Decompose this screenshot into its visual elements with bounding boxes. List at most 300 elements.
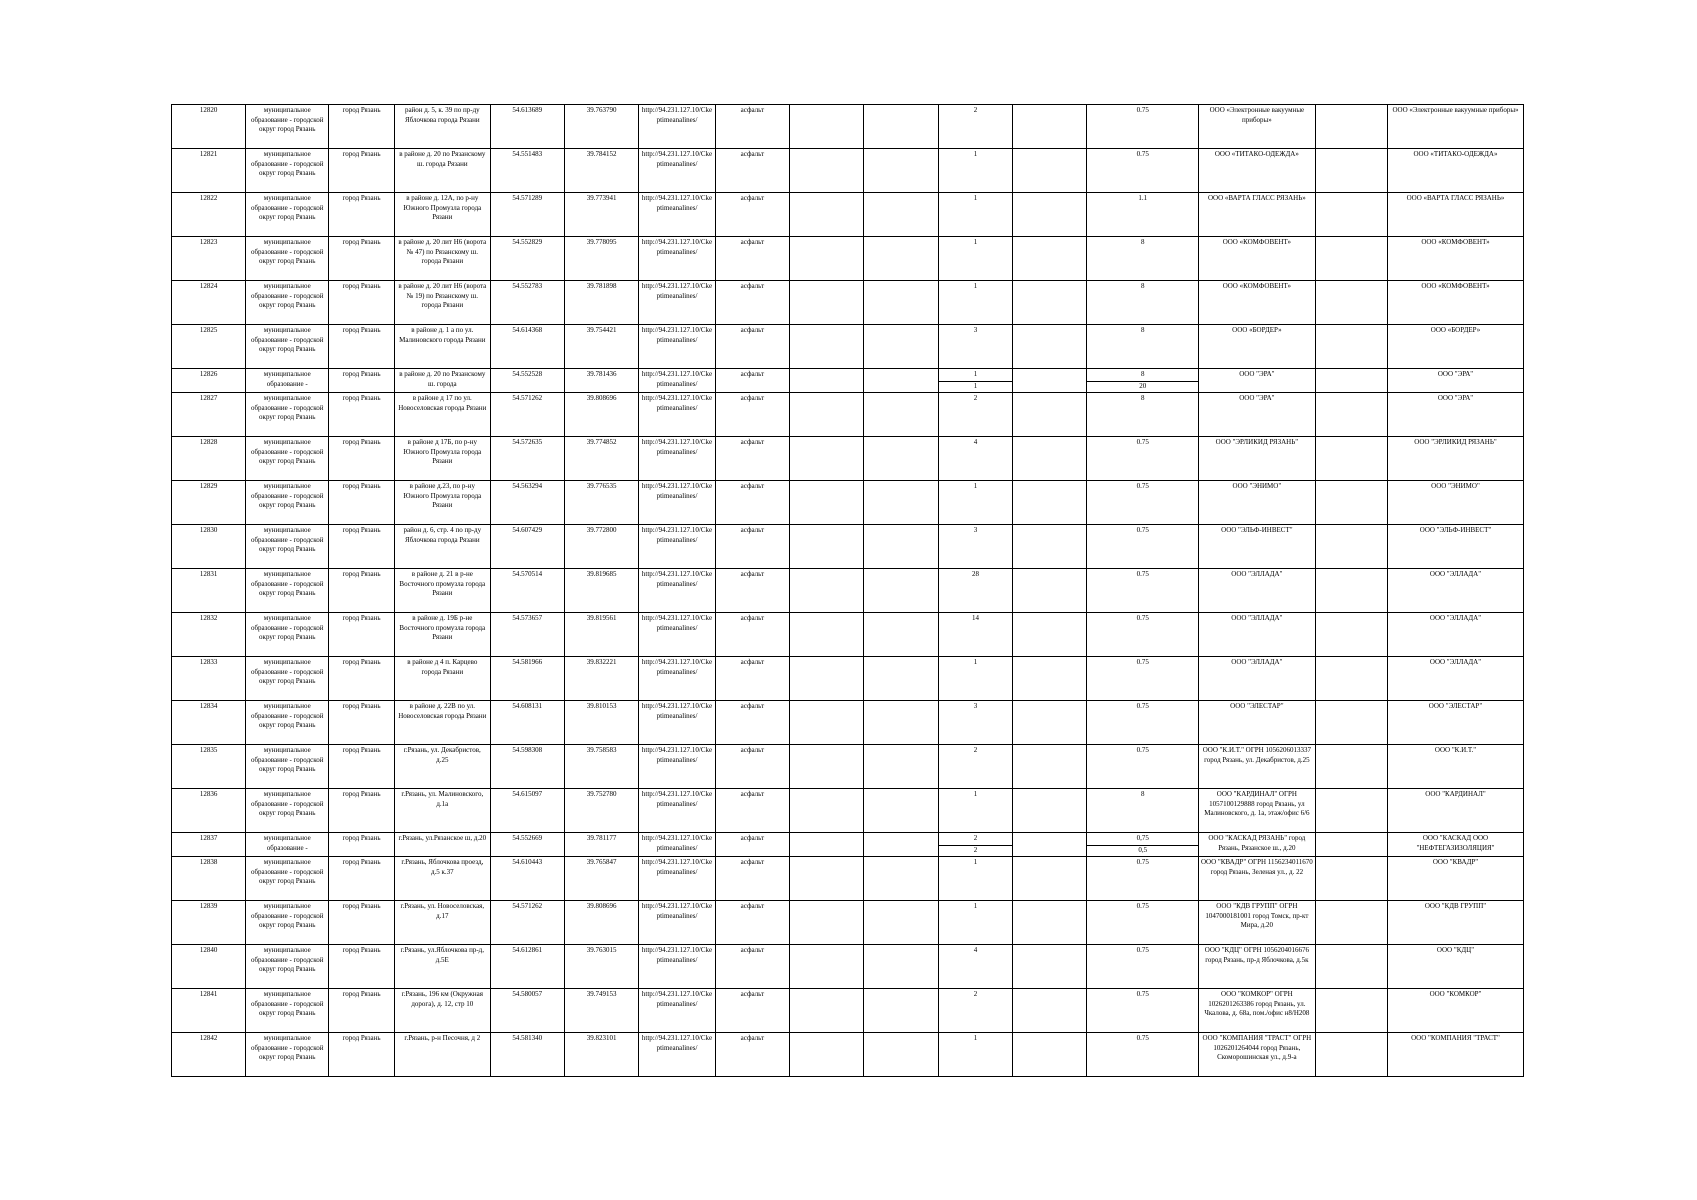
- cell-number-text: 12822: [199, 194, 218, 202]
- cell-waste-source-text: ООО "ЭЛЛАДА": [1429, 570, 1482, 578]
- cell-surface-text: асфальт: [740, 438, 765, 446]
- cell-empty: [864, 989, 938, 1033]
- cell-number: [172, 657, 246, 701]
- cell-surface: [715, 325, 789, 369]
- cell-municipality-text: муниципальное образование - городской округ город Рязань: [250, 282, 324, 309]
- cell-owner-text: ООО "ЭРА": [1239, 394, 1275, 402]
- cell-container-volume: [1087, 901, 1199, 945]
- cell-city-text: город Рязань: [342, 834, 381, 842]
- cell-container-volume: [1087, 701, 1199, 745]
- cell-owner-text: ООО "ЭЛЕСТАР": [1230, 702, 1284, 710]
- cell-container-volume: [1087, 437, 1199, 481]
- cell-waste-source-text: ООО «Электронные вакуумные приборы»: [1392, 106, 1519, 114]
- cell-longitude-text: 39.754421: [586, 326, 617, 334]
- cell-city: [329, 105, 395, 149]
- cell-city: [329, 281, 395, 325]
- cell-owner-text: ООО «ТИТАКО-ОДЕЖДА»: [1214, 150, 1299, 158]
- cell-container-volume: [1087, 989, 1199, 1033]
- table-row: [172, 857, 1524, 901]
- cell-container-count-text: 1: [973, 194, 978, 202]
- cell-container-volume-text: 0.75: [1136, 614, 1149, 622]
- cell-waste-source: [1388, 945, 1524, 989]
- cell-empty: [1315, 989, 1387, 1033]
- cell-city: [329, 989, 395, 1033]
- cell-waste-source-text: ООО «КОМФОВЕНТ»: [1421, 282, 1490, 290]
- cell-empty: [1013, 613, 1087, 657]
- cell-surface: [715, 613, 789, 657]
- cell-municipality-text: муниципальное образование - городской округ город Рязань: [250, 990, 324, 1017]
- cell-container-count-text: 3: [973, 526, 978, 534]
- cell-longitude-text: 39.781177: [586, 834, 617, 842]
- cell-empty: [1013, 369, 1087, 393]
- cell-empty: [790, 193, 864, 237]
- cell-container-volume: [1087, 281, 1199, 325]
- cell-scheme-link-text: http://94.231.127.10/Ckeptimeanalines/: [641, 746, 713, 764]
- cell-number: [172, 325, 246, 369]
- cell-surface-text: асфальт: [740, 790, 765, 798]
- cell-container-count: [938, 789, 1012, 833]
- cell-latitude: [490, 989, 564, 1033]
- cell-number-text: 12831: [199, 570, 218, 578]
- cell-container-count-text: 14: [971, 614, 979, 622]
- table-row: [172, 237, 1524, 281]
- table-row: [172, 1033, 1524, 1077]
- cell-scheme-link-text: http://94.231.127.10/Ckeptimeanalines/: [641, 106, 713, 124]
- cell-owner: [1198, 149, 1315, 193]
- cell-city: [329, 833, 395, 857]
- cell-container-count-text-2: 1: [939, 381, 1012, 392]
- cell-empty: [1013, 945, 1087, 989]
- cell-container-count-text: 1: [973, 150, 978, 158]
- cell-municipality-text: муниципальное образование - городской округ город Рязань: [250, 326, 324, 353]
- cell-container-count-text: 3: [973, 702, 978, 710]
- cell-latitude: [490, 833, 564, 857]
- cell-address-text: район д. 6, стр. 4 по пр-ду Яблочкова города Рязани: [403, 526, 482, 544]
- cell-container-volume: [1087, 105, 1199, 149]
- cell-empty: [864, 237, 938, 281]
- cell-address: [395, 105, 491, 149]
- cell-scheme-link: [639, 989, 715, 1033]
- cell-empty: [864, 569, 938, 613]
- cell-container-count-text: 1: [973, 370, 978, 378]
- cell-container-volume-text: 0.75: [1136, 702, 1149, 710]
- table-row: [172, 989, 1524, 1033]
- cell-waste-source-text: ООО "ЭРЛИКИД РЯЗАНЬ": [1414, 438, 1497, 446]
- cell-waste-source-text: ООО «КОМФОВЕНТ»: [1421, 238, 1490, 246]
- cell-waste-source: [1388, 481, 1524, 525]
- cell-longitude-text: 39.778095: [586, 238, 617, 246]
- cell-latitude: [490, 1033, 564, 1077]
- cell-waste-source: [1388, 613, 1524, 657]
- cell-container-volume-text: 0.75: [1136, 482, 1149, 490]
- table-row: [172, 901, 1524, 945]
- cell-surface: [715, 857, 789, 901]
- cell-latitude: [490, 745, 564, 789]
- cell-number-text: 12838: [199, 858, 218, 866]
- cell-latitude-text: 54.615097: [512, 790, 543, 798]
- cell-empty: [864, 525, 938, 569]
- cell-empty: [1315, 481, 1387, 525]
- cell-container-count: [938, 281, 1012, 325]
- cell-longitude: [564, 657, 638, 701]
- cell-longitude-text: 39.773941: [586, 194, 617, 202]
- cell-container-count-text: 1: [973, 238, 978, 246]
- cell-container-volume-text-2: 20: [1087, 381, 1198, 392]
- cell-longitude: [564, 569, 638, 613]
- cell-surface-text: асфальт: [740, 150, 765, 158]
- cell-empty: [1315, 325, 1387, 369]
- cell-waste-source: [1388, 657, 1524, 701]
- cell-number-text: 12836: [199, 790, 218, 798]
- cell-container-count-text: 1: [973, 1034, 978, 1042]
- cell-municipality-text: муниципальное образование - городской округ город Рязань: [250, 658, 324, 685]
- cell-waste-source: [1388, 325, 1524, 369]
- cell-latitude-text: 54.612861: [512, 946, 543, 954]
- cell-container-count: [938, 481, 1012, 525]
- cell-scheme-link: [639, 369, 715, 393]
- cell-municipality-text: муниципальное образование - городской округ город Рязань: [250, 570, 324, 597]
- cell-city-text: город Рязань: [342, 790, 381, 798]
- table-row: [172, 525, 1524, 569]
- cell-scheme-link-text: http://94.231.127.10/Ckeptimeanalines/: [641, 658, 713, 676]
- cell-owner: [1198, 789, 1315, 833]
- cell-municipality: [246, 857, 329, 901]
- cell-surface: [715, 437, 789, 481]
- cell-scheme-link-text: http://94.231.127.10/Ckeptimeanalines/: [641, 790, 713, 808]
- cell-container-volume: [1087, 857, 1199, 901]
- cell-address-text: в районе д. 1 а по ул. Малиновского города Рязани: [399, 326, 486, 344]
- cell-longitude: [564, 193, 638, 237]
- cell-waste-source: [1388, 193, 1524, 237]
- cell-surface: [715, 149, 789, 193]
- cell-longitude-text: 39.752780: [586, 790, 617, 798]
- cell-scheme-link-text: http://94.231.127.10/Ckeptimeanalines/: [641, 990, 713, 1008]
- cell-owner: [1198, 525, 1315, 569]
- cell-waste-source-text: ООО "ЭРА": [1437, 394, 1474, 402]
- cell-latitude: [490, 657, 564, 701]
- cell-owner-text: ООО "КАСКАД РЯЗАНЬ" город Рязань, Рязанское ш., д.20: [1208, 834, 1306, 852]
- cell-empty: [864, 325, 938, 369]
- cell-latitude-text: 54.573657: [512, 614, 543, 622]
- cell-empty: [1013, 437, 1087, 481]
- table-row: [172, 701, 1524, 745]
- cell-scheme-link-text: http://94.231.127.10/Ckeptimeanalines/: [641, 194, 713, 212]
- cell-address: [395, 569, 491, 613]
- cell-city-text: город Рязань: [342, 570, 381, 578]
- cell-empty: [1315, 657, 1387, 701]
- cell-empty: [790, 281, 864, 325]
- cell-surface-text: асфальт: [740, 746, 765, 754]
- cell-longitude-text: 39.832221: [586, 658, 617, 666]
- cell-surface-text: асфальт: [740, 902, 765, 910]
- cell-number-text: 12829: [199, 482, 218, 490]
- cell-scheme-link: [639, 149, 715, 193]
- cell-surface-text: асфальт: [740, 526, 765, 534]
- cell-municipality: [246, 193, 329, 237]
- cell-container-count: [938, 833, 1012, 857]
- cell-municipality: [246, 833, 329, 857]
- cell-city-text: город Рязань: [342, 658, 381, 666]
- cell-latitude: [490, 325, 564, 369]
- cell-city: [329, 901, 395, 945]
- cell-address-text: в районе д 17Б, по р-ну Южного Промузла города Рязани: [403, 438, 482, 465]
- cell-waste-source: [1388, 437, 1524, 481]
- cell-latitude: [490, 569, 564, 613]
- cell-surface: [715, 393, 789, 437]
- cell-waste-source-text: ООО "КОМКОР": [1429, 990, 1482, 998]
- cell-city-text: город Рязань: [342, 326, 381, 334]
- cell-number: [172, 945, 246, 989]
- cell-municipality-text: муниципальное образование - городской округ город Рязань: [250, 106, 324, 133]
- cell-longitude: [564, 945, 638, 989]
- cell-container-volume: [1087, 325, 1199, 369]
- cell-container-volume: [1087, 369, 1199, 393]
- cell-surface-text: асфальт: [740, 194, 765, 202]
- cell-container-volume-text: 0.75: [1136, 946, 1149, 954]
- cell-city-text: город Рязань: [342, 370, 381, 378]
- cell-city: [329, 657, 395, 701]
- cell-city: [329, 325, 395, 369]
- cell-waste-source: [1388, 237, 1524, 281]
- cell-city-text: город Рязань: [342, 1034, 381, 1042]
- cell-municipality: [246, 437, 329, 481]
- cell-address-text: в районе д. 20 лит Н6 (ворота № 47) по Рязанскому ш. города Рязани: [398, 238, 487, 265]
- cell-container-volume: [1087, 525, 1199, 569]
- cell-container-volume-text: 0.75: [1136, 438, 1149, 446]
- cell-empty: [864, 1033, 938, 1077]
- cell-surface: [715, 481, 789, 525]
- cell-number: [172, 569, 246, 613]
- cell-longitude-text: 39.763015: [586, 946, 617, 954]
- cell-number-text: 12834: [199, 702, 218, 710]
- cell-owner-text: ООО "КОМКОР" ОГРН 1026201263386 город Рязань, ул. Чкалова, д. 68а, пом./офис н8/Н208: [1204, 990, 1310, 1017]
- cell-container-volume: [1087, 481, 1199, 525]
- cell-address: [395, 1033, 491, 1077]
- cell-waste-source-text: ООО "КАСКАД ООО "НЕФТЕГАЗИЗОЛЯЦИЯ": [1416, 834, 1495, 852]
- cell-container-count-text: 1: [973, 482, 978, 490]
- cell-municipality-text: муниципальное образование - городской округ город Рязань: [250, 150, 324, 177]
- cell-surface: [715, 569, 789, 613]
- cell-city-text: город Рязань: [342, 614, 381, 622]
- cell-address: [395, 281, 491, 325]
- cell-number: [172, 437, 246, 481]
- cell-surface: [715, 193, 789, 237]
- cell-scheme-link-text: http://94.231.127.10/Ckeptimeanalines/: [641, 394, 713, 412]
- table-row: [172, 945, 1524, 989]
- cell-scheme-link: [639, 481, 715, 525]
- cell-empty: [1013, 1033, 1087, 1077]
- cell-address-text: г.Рязань, ул.Яблочкова пр-д, д.5Е: [400, 946, 484, 964]
- cell-longitude-text: 39.763790: [586, 106, 617, 114]
- cell-city: [329, 1033, 395, 1077]
- cell-municipality: [246, 989, 329, 1033]
- cell-city: [329, 369, 395, 393]
- cell-city-text: город Рязань: [342, 526, 381, 534]
- cell-city: [329, 237, 395, 281]
- cell-city-text: город Рязань: [342, 902, 381, 910]
- cell-latitude-text: 54.572635: [512, 438, 543, 446]
- cell-waste-source-text: ООО "КВАДР": [1432, 858, 1479, 866]
- cell-empty: [1315, 569, 1387, 613]
- cell-city-text: город Рязань: [342, 106, 381, 114]
- cell-number: [172, 193, 246, 237]
- cell-city: [329, 525, 395, 569]
- cell-owner-text: ООО «КОМФОВЕНТ»: [1222, 282, 1292, 290]
- cell-container-count: [938, 1033, 1012, 1077]
- cell-city: [329, 745, 395, 789]
- cell-address-text: в районе д. 20 по Рязанскому ш. города: [399, 370, 486, 388]
- cell-empty: [790, 569, 864, 613]
- cell-latitude-text: 54.571289: [512, 194, 543, 202]
- cell-surface-text: асфальт: [740, 238, 765, 246]
- cell-surface: [715, 369, 789, 393]
- cell-city: [329, 437, 395, 481]
- cell-container-volume-text: 8: [1140, 790, 1145, 798]
- cell-city-text: город Рязань: [342, 150, 381, 158]
- registry-body: [172, 105, 1524, 1077]
- cell-surface-text: асфальт: [740, 106, 765, 114]
- cell-empty: [864, 481, 938, 525]
- cell-empty: [864, 789, 938, 833]
- cell-number: [172, 281, 246, 325]
- cell-scheme-link: [639, 789, 715, 833]
- cell-owner: [1198, 701, 1315, 745]
- cell-address: [395, 481, 491, 525]
- cell-longitude-text: 39.774852: [586, 438, 617, 446]
- cell-container-volume: [1087, 237, 1199, 281]
- cell-latitude: [490, 481, 564, 525]
- cell-latitude: [490, 701, 564, 745]
- cell-owner: [1198, 237, 1315, 281]
- cell-longitude: [564, 105, 638, 149]
- table-row: [172, 833, 1524, 857]
- cell-number: [172, 789, 246, 833]
- cell-longitude-text: 39.784152: [586, 150, 617, 158]
- cell-address: [395, 525, 491, 569]
- cell-scheme-link: [639, 393, 715, 437]
- cell-empty: [790, 945, 864, 989]
- cell-municipality-text: муниципальное образование - городской округ город Рязань: [250, 194, 324, 221]
- cell-scheme-link: [639, 1033, 715, 1077]
- cell-city: [329, 569, 395, 613]
- cell-number: [172, 901, 246, 945]
- cell-scheme-link-text: http://94.231.127.10/Ckeptimeanalines/: [641, 370, 713, 388]
- cell-container-count-text: 2: [973, 834, 978, 842]
- cell-empty: [790, 237, 864, 281]
- cell-scheme-link-text: http://94.231.127.10/Ckeptimeanalines/: [641, 702, 713, 720]
- cell-empty: [790, 657, 864, 701]
- cell-owner-text: ООО "ЭРЛИКИД РЯЗАНЬ": [1215, 438, 1299, 446]
- cell-owner: [1198, 745, 1315, 789]
- cell-empty: [1315, 613, 1387, 657]
- cell-surface-text: асфальт: [740, 614, 765, 622]
- cell-address-text: в районе д.23, по р-ну Южного Промузла города Рязани: [403, 482, 482, 509]
- cell-surface-text: асфальт: [740, 858, 765, 866]
- cell-container-volume-text: 0,75: [1136, 834, 1149, 842]
- cell-container-volume-text: 8: [1140, 238, 1145, 246]
- registry-table: [171, 104, 1524, 1077]
- cell-container-volume: [1087, 569, 1199, 613]
- cell-container-count: [938, 989, 1012, 1033]
- cell-container-count-text: 4: [973, 438, 978, 446]
- cell-number: [172, 1033, 246, 1077]
- cell-longitude-text: 39.772800: [586, 526, 617, 534]
- cell-number: [172, 481, 246, 525]
- cell-city: [329, 481, 395, 525]
- cell-address: [395, 857, 491, 901]
- cell-owner: [1198, 833, 1315, 857]
- cell-municipality: [246, 237, 329, 281]
- cell-address: [395, 193, 491, 237]
- cell-waste-source-text: ООО "ЭЛЕСТАР": [1428, 702, 1483, 710]
- cell-address-text: г.Рязань, ул.Рязанское ш, д.20: [398, 834, 487, 842]
- cell-city: [329, 945, 395, 989]
- cell-surface: [715, 1033, 789, 1077]
- cell-latitude-text: 54.581340: [512, 1034, 543, 1042]
- cell-number-text: 12825: [199, 326, 218, 334]
- table-row: [172, 369, 1524, 393]
- cell-address: [395, 237, 491, 281]
- cell-empty: [864, 437, 938, 481]
- cell-waste-source-text: ООО "ЭЛЛАДА": [1429, 614, 1482, 622]
- cell-number-text: 12833: [199, 658, 218, 666]
- cell-longitude: [564, 789, 638, 833]
- cell-waste-source: [1388, 789, 1524, 833]
- cell-latitude: [490, 393, 564, 437]
- cell-municipality: [246, 525, 329, 569]
- cell-surface: [715, 657, 789, 701]
- cell-number-text: 12835: [199, 746, 218, 754]
- cell-container-volume: [1087, 1033, 1199, 1077]
- cell-latitude: [490, 437, 564, 481]
- cell-waste-source: [1388, 105, 1524, 149]
- cell-number: [172, 701, 246, 745]
- cell-number: [172, 613, 246, 657]
- cell-scheme-link-text: http://94.231.127.10/Ckeptimeanalines/: [641, 946, 713, 964]
- cell-surface-text: асфальт: [740, 326, 765, 334]
- cell-container-volume: [1087, 833, 1199, 857]
- cell-scheme-link: [639, 569, 715, 613]
- cell-longitude: [564, 525, 638, 569]
- cell-longitude: [564, 745, 638, 789]
- cell-longitude-text: 39.810153: [586, 702, 617, 710]
- cell-latitude-text: 54.552783: [512, 282, 543, 290]
- cell-address: [395, 989, 491, 1033]
- cell-city-text: город Рязань: [342, 990, 381, 998]
- cell-longitude: [564, 237, 638, 281]
- cell-address: [395, 437, 491, 481]
- cell-municipality: [246, 149, 329, 193]
- cell-container-count: [938, 657, 1012, 701]
- cell-scheme-link: [639, 613, 715, 657]
- cell-waste-source-text: ООО "КОМПАНИЯ "ТРАСТ": [1411, 1034, 1500, 1042]
- cell-scheme-link-text: http://94.231.127.10/Ckeptimeanalines/: [641, 570, 713, 588]
- cell-number: [172, 149, 246, 193]
- cell-container-count: [938, 745, 1012, 789]
- cell-municipality-text: муниципальное образование - городской округ город Рязань: [250, 702, 324, 729]
- cell-number-text: 12824: [199, 282, 218, 290]
- cell-waste-source: [1388, 1033, 1524, 1077]
- cell-waste-source: [1388, 525, 1524, 569]
- cell-empty: [790, 393, 864, 437]
- cell-owner-text: ООО «Электронные вакуумные приборы»: [1209, 106, 1305, 124]
- cell-number: [172, 393, 246, 437]
- cell-container-volume-text: 0.75: [1136, 570, 1149, 578]
- cell-surface: [715, 281, 789, 325]
- cell-surface-text: асфальт: [740, 990, 765, 998]
- cell-address-text: в районе д 4 п. Карцево города Рязани: [407, 658, 478, 676]
- cell-empty: [1315, 525, 1387, 569]
